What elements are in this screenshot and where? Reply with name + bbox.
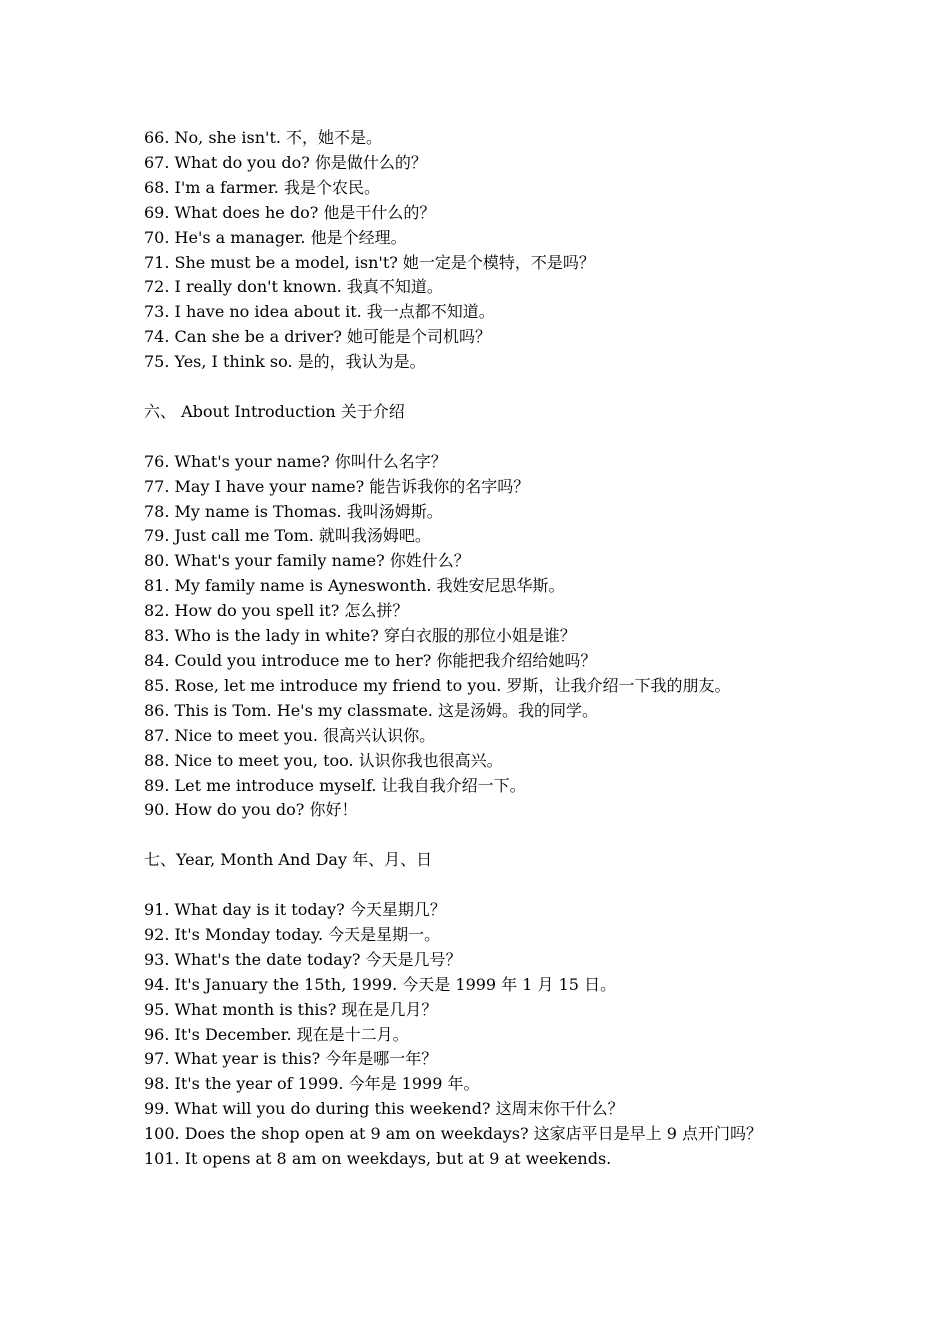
sentence-line: 91. What day is it today? 今天星期几？ [144,900,446,920]
sentence-line: 98. It's the year of 1999. 今年是 1999 年。 [144,1074,480,1094]
sentence-line: 82. How do you spell it? 怎么拼？ [144,601,409,621]
sentence-line: 69. What does he do? 他是干什么的？ [144,202,436,222]
sentence-line: 92. It's Monday today. 今天是星期一。 [144,924,441,944]
sentence-line: 73. I have no idea about it. 我一点都不知道。 [144,302,495,322]
section-five-tail [144,126,808,375]
sentence-line: 76. What's your name? 你叫什么名字？ [144,451,447,471]
sentence-line: 93. What's the date today? 今天是几号？ [144,949,462,969]
blank-line [144,425,808,450]
sentence-line: 99. What will you do during this weekend? 这周末你干什么？ [144,1099,624,1119]
sentence-line: 94. It's January the 15th, 1999. 今天是 1999 年 1 月 15 日。 [144,974,617,994]
sentence-line: 97. What year is this? 今年是哪一年？ [144,1049,438,1069]
sentence-line: 83. Who is the lady in white? 穿白衣服的那位小姐是谁？ [144,626,576,646]
sentence-line: 87. Nice to meet you. 很高兴认识你。 [144,725,436,745]
sentence-line: 75. Yes, I think so. 是的，我认为是。 [144,352,426,372]
section-seven [144,848,808,1172]
document-page [144,126,808,1172]
sentence-line: 101. It opens at 8 am on weekdays, but at 9 at weekends. [144,1149,612,1169]
sentence-line: 84. Could you introduce me to her? 你能把我介绍给她吗？ [144,651,597,670]
sentence-line: 77. May I have your name? 能告诉我你的名字吗？ [144,476,530,496]
sentence-line: 74. Can she be a driver? 她可能是个司机吗？ [144,327,492,347]
sentence-line: 66. No, she isn't. 不，她不是。 [144,128,383,147]
sentence-line: 88. Nice to meet you, too. 认识你我也很高兴。 [144,750,503,770]
sentence-line: 71. She must be a model, isn't? 她一定是个模特，不是吗？ [144,252,595,272]
sentence-line: 96. It's December. 现在是十二月。 [144,1024,409,1044]
sentence-line: 79. Just call me Tom. 就叫我汤姆吧。 [144,526,431,546]
blank-line [144,873,808,898]
sentence-line: 90. How do you do? 你好！ [144,800,358,820]
sentence-line: 89. Let me introduce myself. 让我自我介绍一下。 [144,775,526,795]
sentence-line: 85. Rose, let me introduce my friend to you. 罗斯，让我介绍一下我的朋友。 [144,675,731,695]
sentence-line: 95. What month is this? 现在是几月？ [144,999,438,1019]
sentence-line: 80. What's your family name? 你姓什么？ [144,551,470,571]
sentence-line: 78. My name is Thomas. 我叫汤姆斯。 [144,501,443,521]
blank-line [144,375,808,400]
section-six [144,400,808,823]
sentence-line: 100. Does the shop open at 9 am on weekdays? 这家店平日是早上 9 点开门吗？ [144,1124,762,1144]
sentence-line: 68. I'm a farmer. 我是个农民。 [144,177,380,197]
sentence-line: 81. My family name is Ayneswonth. 我姓安尼思华斯。 [144,576,565,596]
sentence-line: 72. I really don't known. 我真不知道。 [144,277,443,297]
sentence-line: 86. This is Tom. He's my classmate. 这是汤姆。我的同学。 [144,700,598,720]
sentence-line: 70. He's a manager. 他是个经理。 [144,227,407,247]
section-heading: 六、 About Introduction 关于介绍 [144,401,405,421]
section-heading: 七、Year, Month And Day 年、月、日 [144,850,433,870]
sentence-line: 67. What do you do? 你是做什么的？ [144,152,427,172]
blank-line [144,823,808,848]
